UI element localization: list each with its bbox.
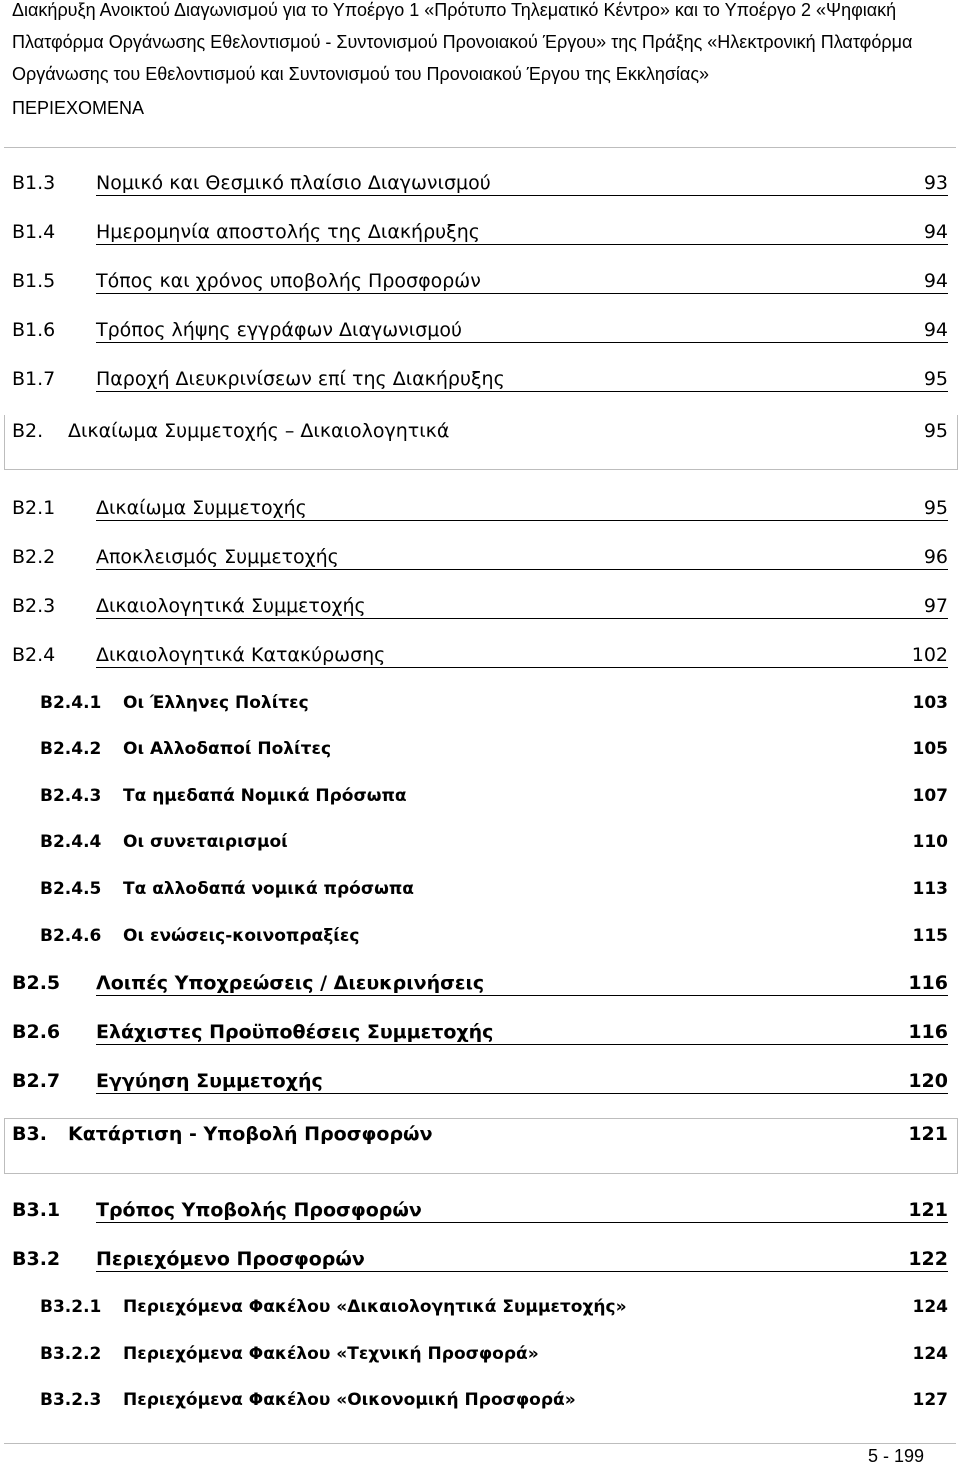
toc-entry-page: 107	[912, 786, 948, 806]
toc-entry-underline	[96, 342, 948, 343]
toc-entry-underline	[96, 618, 948, 619]
toc-entry-underline	[96, 391, 948, 392]
toc-entry-underline	[96, 995, 948, 996]
toc-entry-page: 93	[923, 172, 948, 194]
toc-entry-number: B3.2	[12, 1248, 61, 1270]
toc-entry-title: Δικαιολογητικά Κατακύρωσης	[96, 644, 386, 666]
toc-entry-title: Οι Αλλοδαποί Πολίτες	[123, 739, 332, 759]
toc-entry[interactable]	[12, 268, 948, 294]
toc-entry-number: B3.2.2	[40, 1344, 102, 1364]
document-header-line-2: Πλατφόρμα Οργάνωσης Εθελοντισμού - Συντονισμού Προνοιακού Έργου» της Πράξης «Ηλεκτρονική Πλατφόρμα	[12, 32, 913, 52]
toc-entry[interactable]	[12, 317, 948, 343]
toc-entry[interactable]	[12, 1246, 948, 1272]
toc-chapter-entry[interactable]	[12, 1121, 948, 1147]
toc-chapter-entry[interactable]	[12, 418, 948, 444]
toc-entry-number: B2.4.5	[40, 879, 102, 899]
toc-entry-page: 94	[923, 319, 948, 341]
toc-entry-title: Περιεχόμενα Φακέλου «Δικαιολογητικά Συμμετοχής»	[123, 1297, 627, 1317]
toc-entry-number: B3.2.1	[40, 1297, 102, 1317]
toc-subentry[interactable]	[40, 876, 948, 902]
toc-entry-number: B2.6	[12, 1021, 61, 1043]
toc-entry-title: Τρόπος Υποβολής Προσφορών	[96, 1199, 422, 1221]
toc-subentry[interactable]	[40, 1294, 948, 1320]
toc-entry-title: Τα ημεδαπά Νομικά Πρόσωπα	[123, 786, 407, 806]
toc-entry-page: 110	[912, 832, 948, 852]
toc-entry-number: B2.2	[12, 546, 56, 568]
toc-entry[interactable]	[12, 170, 948, 196]
toc-entry-title: Οι Έλληνες Πολίτες	[123, 693, 309, 713]
toc-entry-page: 116	[908, 1021, 948, 1043]
toc-entry[interactable]	[12, 642, 948, 668]
toc-entry-page: 97	[923, 595, 948, 617]
toc-title: ΠΕΡΙΕΧΟΜΕΝΑ	[12, 98, 145, 118]
toc-entry-page: 120	[908, 1070, 948, 1092]
toc-entry-number: B2.1	[12, 497, 56, 519]
toc-entry-title: Νομικό και Θεσμικό πλαίσιο Διαγωνισμού	[96, 172, 491, 194]
page-number: 5 - 199	[867, 1446, 924, 1466]
toc-entry[interactable]	[12, 219, 948, 245]
toc-entry-title: Αποκλεισμός Συμμετοχής	[96, 546, 339, 568]
document-header-line-3: Οργάνωσης του Εθελοντισμού και Συντονισμού του Προνοιακού Έργου της Εκκλησίας»	[12, 64, 710, 84]
toc-entry-number: B2.5	[12, 972, 61, 994]
toc-entry-number: B3.	[12, 1123, 47, 1145]
toc-entry-number: B3.2.3	[40, 1390, 102, 1410]
toc-entry-title: Περιεχόμενα Φακέλου «Οικονομική Προσφορά»	[123, 1390, 576, 1410]
toc-subentry[interactable]	[40, 829, 948, 855]
toc-entry-underline	[96, 293, 948, 294]
toc-entry-number: B3.1	[12, 1199, 61, 1221]
toc-entry-number: B2.4.6	[40, 926, 102, 946]
toc-top-divider	[4, 147, 956, 148]
toc-entry-underline	[96, 520, 948, 521]
toc-entry-underline	[96, 195, 948, 196]
toc-subentry[interactable]	[40, 1341, 948, 1367]
toc-subentry[interactable]	[40, 923, 948, 949]
toc-entry-title: Δικαίωμα Συμμετοχής	[96, 497, 307, 519]
toc-entry[interactable]	[12, 495, 948, 521]
toc-entry[interactable]	[12, 544, 948, 570]
toc-entry-number: B1.6	[12, 319, 56, 341]
toc-entry-number: B2.7	[12, 1070, 61, 1092]
document-header-line-1: Διακήρυξη Ανοικτού Διαγωνισμού για το Υποέργο 1 «Πρότυπο Τηλεματικό Κέντρο» και το Υποέργο 2 «Ψηφιακή	[12, 0, 897, 20]
toc-entry-number: B1.4	[12, 221, 56, 243]
toc-entry-page: 115	[912, 926, 948, 946]
toc-entry-title: Δικαίωμα Συμμετοχής – Δικαιολογητικά	[68, 420, 450, 442]
toc-entry-title: Περιεχόμενα Φακέλου «Τεχνική Προσφορά»	[123, 1344, 539, 1364]
toc-entry-page: 103	[912, 693, 948, 713]
toc-entry-underline	[96, 1093, 948, 1094]
footer-divider	[4, 1443, 956, 1444]
toc-entry-title: Ημερομηνία αποστολής της Διακήρυξης	[96, 221, 480, 243]
toc-entry[interactable]	[12, 593, 948, 619]
toc-entry-page: 95	[923, 420, 948, 442]
toc-entry-title: Οι συνεταιρισμοί	[123, 832, 288, 852]
toc-subentry[interactable]	[40, 783, 948, 809]
toc-subentry[interactable]	[40, 736, 948, 762]
toc-entry-number: B2.4.2	[40, 739, 102, 759]
toc-entry[interactable]	[12, 1019, 948, 1045]
toc-entry-page: 96	[923, 546, 948, 568]
toc-entry-title: Τόπος και χρόνος υποβολής Προσφορών	[96, 270, 481, 292]
toc-entry-title: Εγγύηση Συμμετοχής	[96, 1070, 323, 1092]
toc-entry-underline	[96, 1044, 948, 1045]
toc-entry-title: Περιεχόμενο Προσφορών	[96, 1248, 365, 1270]
toc-entry-page: 124	[912, 1344, 948, 1364]
toc-entry-number: B2.4.1	[40, 693, 102, 713]
toc-subentry[interactable]	[40, 1387, 948, 1413]
toc-entry-title: Ελάχιστες Προϋποθέσεις Συμμετοχής	[96, 1021, 494, 1043]
toc-entry-number: B1.3	[12, 172, 56, 194]
toc-entry-title: Τα αλλοδαπά νομικά πρόσωπα	[123, 879, 414, 899]
toc-entry-page: 113	[912, 879, 948, 899]
toc-entry-page: 116	[908, 972, 948, 994]
toc-entry-page: 122	[908, 1248, 948, 1270]
toc-entry-number: B1.7	[12, 368, 56, 390]
toc-entry-page: 94	[923, 221, 948, 243]
toc-entry-underline	[96, 1271, 948, 1272]
toc-entry-page: 105	[912, 739, 948, 759]
toc-entry[interactable]	[12, 1197, 948, 1223]
toc-entry[interactable]	[12, 366, 948, 392]
toc-entry-number: B2.	[12, 420, 44, 442]
toc-entry-title: Οι ενώσεις-κοινοπραξίες	[123, 926, 360, 946]
toc-entry[interactable]	[12, 970, 948, 996]
toc-entry-number: B2.3	[12, 595, 56, 617]
toc-entry-title: Τρόπος λήψης εγγράφων Διαγωνισμού	[96, 319, 462, 341]
toc-entry-number: B2.4	[12, 644, 56, 666]
toc-entry-title: Κατάρτιση - Υποβολή Προσφορών	[68, 1123, 433, 1145]
toc-entry-underline	[96, 1222, 948, 1223]
toc-entry-page: 102	[911, 644, 948, 666]
toc-entry[interactable]	[12, 1068, 948, 1094]
toc-entry-page: 121	[908, 1123, 948, 1145]
toc-entry-page: 95	[923, 368, 948, 390]
toc-entry-page: 127	[912, 1390, 948, 1410]
toc-entry-page: 124	[912, 1297, 948, 1317]
toc-entry-number: B2.4.3	[40, 786, 102, 806]
toc-entry-number: B2.4.4	[40, 832, 102, 852]
toc-entry-title: Δικαιολογητικά Συμμετοχής	[96, 595, 366, 617]
toc-entry-underline	[96, 667, 948, 668]
toc-entry-page: 94	[923, 270, 948, 292]
toc-entry-page: 95	[923, 497, 948, 519]
toc-entry-underline	[96, 244, 948, 245]
toc-entry-title: Λοιπές Υποχρεώσεις / Διευκρινήσεις	[96, 972, 485, 994]
toc-subentry[interactable]	[40, 690, 948, 716]
toc-entry-title: Παροχή Διευκρινίσεων επί της Διακήρυξης	[96, 368, 505, 390]
toc-entry-number: B1.5	[12, 270, 56, 292]
toc-entry-page: 121	[908, 1199, 948, 1221]
toc-entry-underline	[96, 569, 948, 570]
